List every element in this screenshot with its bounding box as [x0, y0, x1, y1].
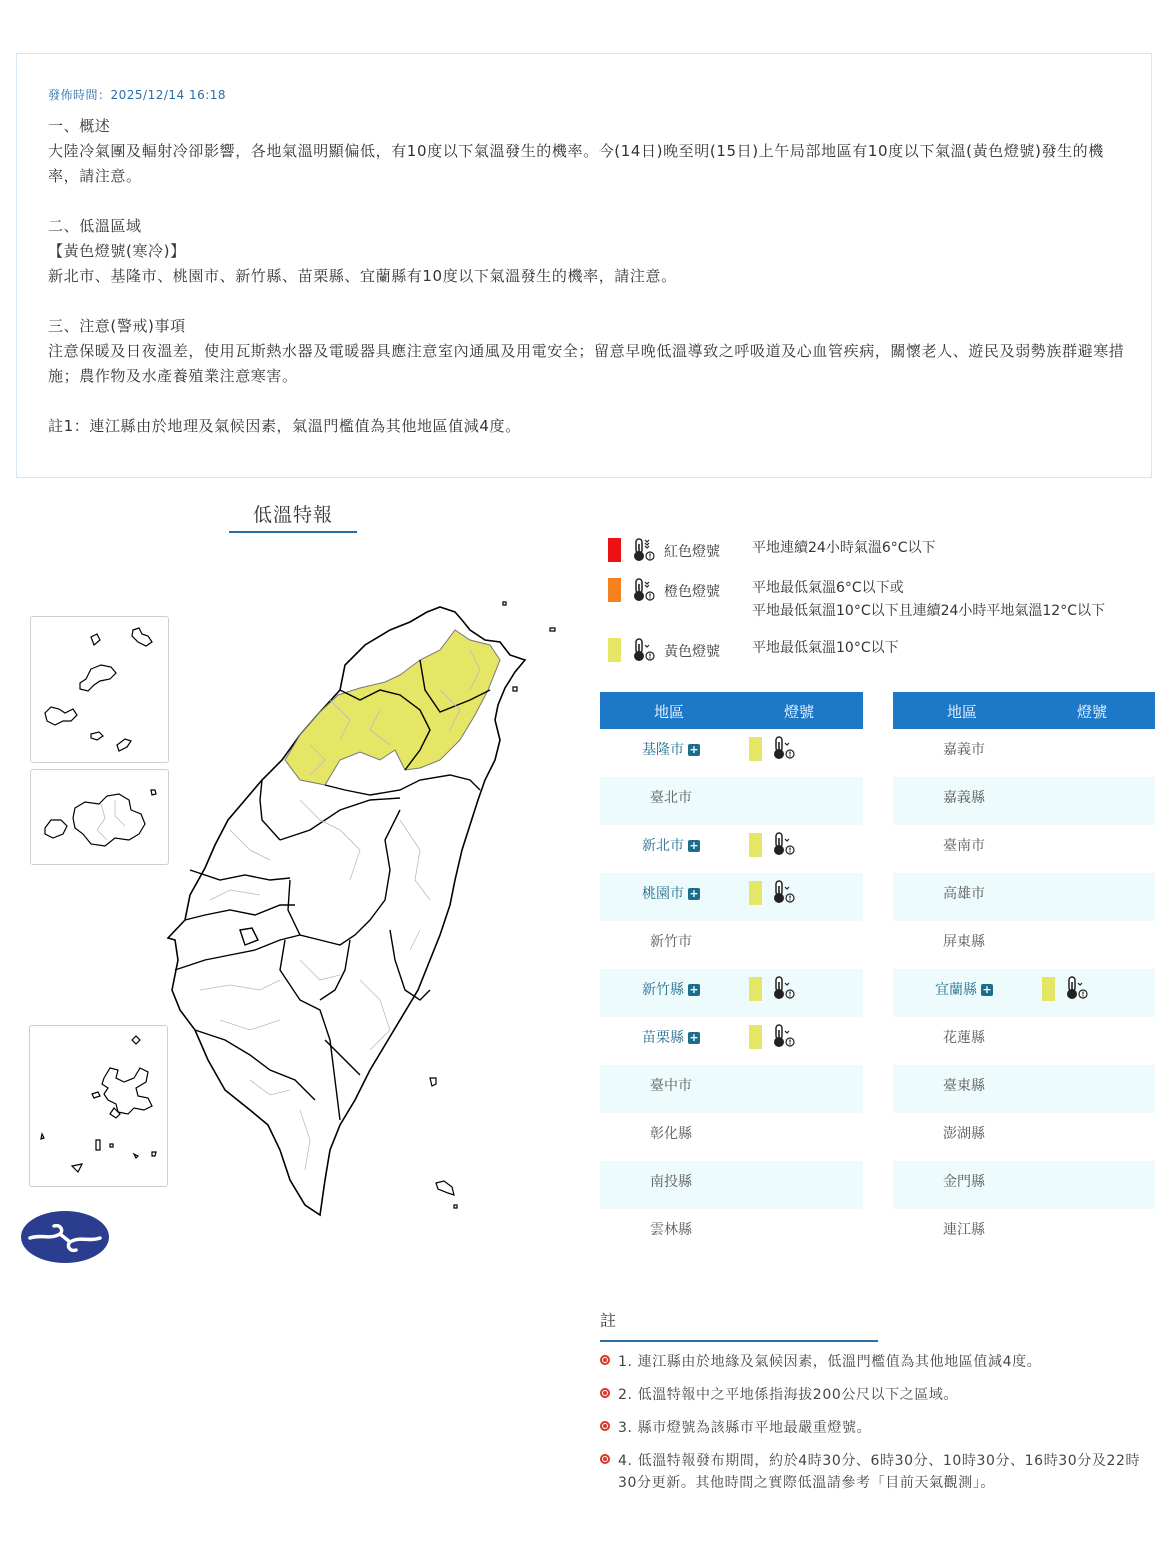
table-row [893, 1209, 1155, 1257]
notice-paragraph: 二、低溫區域 [48, 217, 142, 235]
region-label: 臺中市 [650, 1078, 692, 1094]
header-signal: 燈號 [784, 703, 815, 721]
region-label: 澎湖縣 [943, 1126, 985, 1142]
matsu-islands-shape [31, 617, 168, 762]
legend-yellow [608, 637, 1148, 667]
yellow-signal-swatch [749, 737, 762, 761]
region-name[interactable] [642, 739, 700, 759]
notice-paragraph [48, 389, 1128, 414]
note-text: 3. 縣市燈號為該縣市平地最嚴重燈號。 [618, 1420, 872, 1436]
table-header [600, 692, 863, 729]
table-row [893, 873, 1155, 921]
table-row [600, 921, 863, 969]
table-row [600, 969, 863, 1017]
note-text: 1. 連江縣由於地緣及氣候因素，低溫門檻值為其他地區值減4度。 [618, 1354, 1042, 1370]
table-row [893, 1113, 1155, 1161]
region-name [943, 787, 985, 807]
region-name [650, 1171, 692, 1191]
region-label: 臺北市 [650, 790, 692, 806]
expand-plus-icon[interactable]: + [689, 743, 699, 756]
region-label: 桃園市 [642, 886, 684, 902]
region-name [650, 931, 692, 951]
region-name [943, 883, 985, 903]
table-row [893, 1017, 1155, 1065]
expand-plus-icon[interactable]: + [689, 983, 699, 996]
legend-orange-desc-2: 平地最低氣溫10°C以下且連續24小時平地氣溫12°C以下 [752, 603, 1105, 619]
table-row [893, 969, 1155, 1017]
region-name [943, 739, 985, 759]
notice-paragraph: 新北市、基隆市、桃園市、新竹縣、苗栗縣、宜蘭縣有10度以下氣溫發生的機率，請注意。 [48, 267, 677, 285]
region-label: 花蓮縣 [943, 1030, 985, 1046]
expand-plus-icon[interactable]: + [982, 983, 992, 996]
table-row [893, 1065, 1155, 1113]
region-label: 連江縣 [943, 1222, 985, 1238]
bullet-icon [600, 1388, 610, 1398]
legend-red-name: 紅色燈號 [664, 544, 720, 560]
region-table-left [600, 692, 863, 1257]
legend-orange [608, 577, 1148, 627]
note-item [600, 1450, 1150, 1494]
notice-paragraph: 一、概述 [48, 117, 111, 135]
publish-time: 發佈時間：2025/12/14 16:18 [48, 88, 227, 102]
region-label: 臺南市 [943, 838, 985, 854]
region-label: 雲林縣 [650, 1222, 692, 1238]
legend-red [608, 537, 1148, 567]
legend-yellow-desc: 平地最低氣溫10°C以下 [752, 640, 899, 656]
note-item [600, 1384, 1150, 1406]
notice-box [16, 53, 1152, 478]
table-row [600, 1209, 863, 1257]
region-label: 嘉義縣 [943, 790, 985, 806]
region-name [650, 1075, 692, 1095]
region-name [943, 1075, 985, 1095]
region-name [650, 1219, 692, 1239]
expand-plus-icon[interactable]: + [689, 1031, 699, 1044]
expand-plus-icon[interactable]: + [689, 839, 699, 852]
table-row [893, 729, 1155, 777]
region-name[interactable] [642, 1027, 700, 1047]
table-row [600, 777, 863, 825]
legend-red-desc: 平地連續24小時氣溫6°C以下 [752, 540, 936, 556]
expand-plus-icon[interactable]: + [689, 887, 699, 900]
table-row [600, 873, 863, 921]
thermometer-warning-icon [1063, 975, 1089, 1001]
bullet-icon [600, 1355, 610, 1365]
note-item [600, 1351, 1150, 1373]
region-name [650, 787, 692, 807]
table-header [893, 692, 1155, 729]
penghu-islands-shape [30, 1026, 167, 1186]
region-label: 南投縣 [650, 1174, 692, 1190]
thermometer-warning-icon [630, 537, 656, 563]
region-name [943, 1171, 985, 1191]
table-row [600, 825, 863, 873]
table-row [893, 825, 1155, 873]
cwa-logo [20, 1210, 110, 1264]
notice-text [48, 114, 1128, 439]
region-name[interactable] [642, 979, 700, 999]
header-signal: 燈號 [1077, 703, 1108, 721]
notice-paragraph: 大陸冷氣團及輻射冷卻影響，各地氣溫明顯偏低，有10度以下氣溫發生的機率。今(14日)晚至明(15日)上午局部地區有10度以下氣溫(黃色燈號)發生的機率，請注意。 [48, 142, 1104, 185]
thermometer-warning-icon [770, 975, 796, 1001]
region-name [943, 835, 985, 855]
region-label: 彰化縣 [650, 1126, 692, 1142]
thermometer-warning-icon [770, 879, 796, 905]
inset-map-penghu[interactable] [29, 1025, 168, 1187]
region-label: 金門縣 [943, 1174, 985, 1190]
inset-map-matsu[interactable] [30, 616, 169, 763]
region-label: 新北市 [642, 838, 684, 854]
yellow-signal-swatch [749, 833, 762, 857]
taiwan-map[interactable] [160, 595, 560, 1225]
thermometer-warning-icon [770, 831, 796, 857]
bullet-icon [600, 1454, 610, 1464]
yellow-signal-swatch [749, 1025, 762, 1049]
region-name [650, 1123, 692, 1143]
yellow-signal-swatch [1042, 977, 1055, 1001]
region-label: 宜蘭縣 [935, 982, 977, 998]
thermometer-warning-icon [630, 577, 656, 603]
legend-orange-swatch [608, 578, 621, 602]
table-row [600, 1113, 863, 1161]
region-table-right [893, 692, 1155, 1257]
table-row [600, 1017, 863, 1065]
region-label: 嘉義市 [943, 742, 985, 758]
legend-yellow-swatch [608, 638, 621, 662]
table-row [893, 921, 1155, 969]
notice-paragraph: 三、注意(警戒)事項 [48, 317, 186, 335]
note-item [600, 1417, 1150, 1439]
header-region: 地區 [947, 703, 978, 721]
thermometer-warning-icon [770, 735, 796, 761]
table-row [893, 777, 1155, 825]
region-name[interactable] [642, 883, 700, 903]
notice-paragraph: 【黃色燈號(寒冷)】 [48, 242, 186, 260]
region-label: 苗栗縣 [642, 1030, 684, 1046]
map-title: 低溫特報 [229, 500, 357, 533]
yellow-signal-swatch [749, 977, 762, 1001]
table-row [600, 1065, 863, 1113]
table-row [893, 1161, 1155, 1209]
region-label: 臺東縣 [943, 1078, 985, 1094]
table-row [600, 1161, 863, 1209]
note-text: 4. 低溫特報發布期間，約於4時30分、6時30分、10時30分、16時30分及22時30分更新。其他時間之實際低溫請參考「目前天氣觀測」。 [618, 1453, 1141, 1491]
notice-paragraph [48, 189, 1128, 214]
region-label: 屏東縣 [943, 934, 985, 950]
bullet-icon [600, 1421, 610, 1431]
notes-title: 註 [600, 1308, 878, 1342]
thermometer-warning-icon [770, 1023, 796, 1049]
notice-paragraph [48, 289, 1128, 314]
county-boundaries [168, 602, 555, 1215]
region-label: 基隆市 [642, 742, 684, 758]
legend-yellow-name: 黃色燈號 [664, 644, 720, 660]
region-name[interactable] [642, 835, 700, 855]
region-name [943, 1123, 985, 1143]
yellow-signal-swatch [749, 881, 762, 905]
region-name [943, 1219, 985, 1239]
kinmen-islands-shape [31, 770, 168, 864]
notice-paragraph: 註1：連江縣由於地理及氣候因素，氣溫門檻值為其他地區值減4度。 [48, 417, 521, 435]
region-name [943, 1027, 985, 1047]
region-label: 新竹市 [650, 934, 692, 950]
thermometer-warning-icon [630, 637, 656, 663]
legend-orange-desc-1: 平地最低氣溫6°C以下或 [752, 580, 904, 596]
legend-red-swatch [608, 538, 621, 562]
region-name [943, 931, 985, 951]
region-label: 高雄市 [943, 886, 985, 902]
notice-paragraph: 注意保暖及日夜溫差，使用瓦斯熱水器及電暖器具應注意室內通風及用電安全；留意早晚低溫導致之呼吸道及心血管疾病，關懷老人、遊民及弱勢族群避寒措施；農作物及水產養殖業注意寒害。 [48, 342, 1125, 385]
region-name[interactable] [935, 979, 993, 999]
inset-map-kinmen[interactable] [30, 769, 169, 865]
note-text: 2. 低溫特報中之平地係指海拔200公尺以下之區域。 [618, 1387, 959, 1403]
legend-orange-name: 橙色燈號 [664, 584, 720, 600]
header-region: 地區 [654, 703, 685, 721]
region-label: 新竹縣 [642, 982, 684, 998]
table-row [600, 729, 863, 777]
